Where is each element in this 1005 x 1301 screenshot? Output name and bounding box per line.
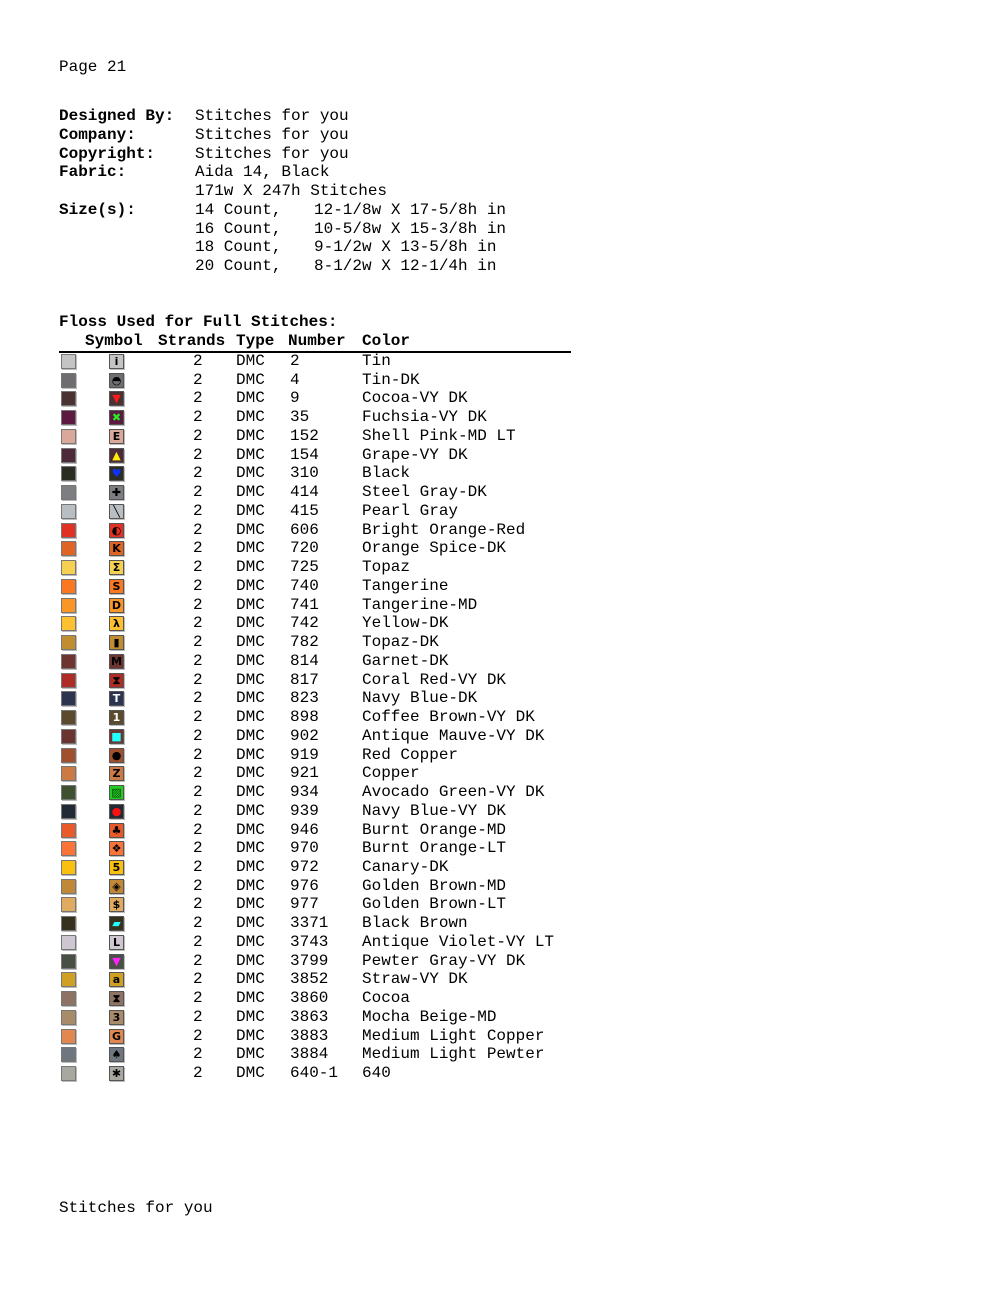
strands-cell: 2 [193,970,203,989]
symbol-icon: ❖ [109,841,124,856]
number-cell: 4 [290,370,300,389]
floss-title: Floss Used for Full Stitches: [59,313,338,331]
floss-row [0,577,600,596]
color-swatch [61,523,76,538]
color-cell: Tangerine [362,576,449,595]
strands-cell: 2 [193,989,203,1008]
symbol-icon: i [109,354,124,369]
color-swatch [61,860,76,875]
footer-text: Stitches for you [59,1199,213,1217]
floss-row [0,671,600,690]
copyright-label: Copyright: [59,145,156,163]
color-swatch [61,879,76,894]
type-cell: DMC [236,520,265,539]
color-swatch [61,373,76,388]
color-swatch [61,504,76,519]
color-cell: Coral Red-VY DK [362,670,507,689]
number-cell: 823 [290,689,319,708]
floss-row [0,839,600,858]
color-cell: Steel Gray-DK [362,483,487,502]
type-cell: DMC [236,951,265,970]
strands-cell: 2 [193,1045,203,1064]
fabric-value: Aida 14, Black [195,163,330,181]
type-cell: DMC [236,801,265,820]
number-cell: 3884 [290,1045,329,1064]
color-cell: Mocha Beige-MD [362,1007,497,1026]
floss-row [0,558,600,577]
color-cell: Burnt Orange-MD [362,820,507,839]
symbol-icon: ⧗ [109,673,124,688]
symbol-icon: ✚ [109,485,124,500]
type-cell: DMC [236,370,265,389]
floss-row [0,596,600,615]
color-cell: Avocado Green-VY DK [362,783,545,802]
floss-row [0,802,600,821]
floss-row [0,446,600,465]
symbol-icon: ◐ [109,523,124,538]
strands-cell: 2 [193,689,203,708]
stitch-count: 171w X 247h Stitches [195,182,388,200]
color-cell: Garnet-DK [362,651,449,670]
symbol-icon: ▰ [109,916,124,931]
type-cell: DMC [236,857,265,876]
floss-row [0,689,600,708]
strands-cell: 2 [193,914,203,933]
type-cell: DMC [236,483,265,502]
number-cell: 606 [290,520,319,539]
strands-cell: 2 [193,708,203,727]
strands-cell: 2 [193,670,203,689]
symbol-icon: ◈ [109,879,124,894]
size-label: Size(s): [59,201,136,219]
symbol-icon: G [109,1029,124,1044]
floss-row [0,746,600,765]
color-cell: Tangerine-MD [362,595,478,614]
color-swatch [61,410,76,425]
symbol-icon: 3 [109,1010,124,1025]
color-swatch [61,748,76,763]
header-strands: Strands [158,332,226,350]
symbol-icon: ✖ [109,410,124,425]
strands-cell: 2 [193,501,203,520]
color-cell: Shell Pink-MD LT [362,426,516,445]
color-cell: Black Brown [362,914,468,933]
symbol-icon: λ [109,616,124,631]
size-count: 16 Count, [195,220,282,238]
floss-row [0,464,600,483]
color-cell: Straw-VY DK [362,970,468,989]
symbol-icon: ▨ [109,785,124,800]
type-cell: DMC [236,614,265,633]
symbol-icon: ♣ [109,823,124,838]
type-cell: DMC [236,539,265,558]
type-cell: DMC [236,651,265,670]
symbol-icon: D [109,598,124,613]
floss-row [0,933,600,952]
color-cell: Orange Spice-DK [362,539,507,558]
number-cell: 3863 [290,1007,329,1026]
symbol-icon: ♥ [109,466,124,481]
number-cell: 976 [290,876,319,895]
number-cell: 902 [290,726,319,745]
color-cell: Copper [362,764,420,783]
floss-row [0,783,600,802]
floss-row [0,652,600,671]
color-swatch [61,485,76,500]
number-cell: 939 [290,801,319,820]
size-count: 14 Count, [195,201,282,219]
type-cell: DMC [236,1064,265,1083]
symbol-icon: K [109,541,124,556]
strands-cell: 2 [193,614,203,633]
symbol-icon: ● [109,748,124,763]
number-cell: 782 [290,633,319,652]
header-color: Color [362,332,411,350]
color-swatch [61,560,76,575]
strands-cell: 2 [193,576,203,595]
color-cell: Medium Light Copper [362,1026,545,1045]
number-cell: 3743 [290,932,329,951]
color-cell: Pewter Gray-VY DK [362,951,526,970]
strands-cell: 2 [193,895,203,914]
strands-cell: 2 [193,801,203,820]
number-cell: 3799 [290,951,329,970]
color-cell: Pearl Gray [362,501,459,520]
floss-row [0,914,600,933]
number-cell: 742 [290,614,319,633]
strands-cell: 2 [193,1026,203,1045]
type-cell: DMC [236,932,265,951]
color-swatch [61,841,76,856]
type-cell: DMC [236,708,265,727]
type-cell: DMC [236,576,265,595]
type-cell: DMC [236,764,265,783]
type-cell: DMC [236,633,265,652]
floss-row [0,764,600,783]
color-cell: 640 [362,1064,391,1083]
color-cell: Golden Brown-MD [362,876,507,895]
color-swatch [61,1029,76,1044]
color-cell: Tin [362,352,391,370]
color-cell: Topaz [362,558,411,577]
color-swatch [61,448,76,463]
symbol-icon: ● [109,804,124,819]
number-cell: 310 [290,464,319,483]
color-swatch [61,1066,76,1081]
color-swatch [61,972,76,987]
number-cell: 152 [290,426,319,445]
strands-cell: 2 [193,932,203,951]
type-cell: DMC [236,558,265,577]
number-cell: 946 [290,820,319,839]
color-swatch [61,616,76,631]
symbol-icon: ▼ [109,954,124,969]
strands-cell: 2 [193,876,203,895]
number-cell: 814 [290,651,319,670]
type-cell: DMC [236,501,265,520]
type-cell: DMC [236,745,265,764]
type-cell: DMC [236,408,265,427]
designed-by-value: Stitches for you [195,107,349,125]
header-number: Number [288,332,346,350]
floss-row [0,539,600,558]
symbol-icon: 1 [109,710,124,725]
color-swatch [61,766,76,781]
number-cell: 921 [290,764,319,783]
strands-cell: 2 [193,1007,203,1026]
floss-row [0,1027,600,1046]
symbol-icon: ▼ [109,391,124,406]
strands-cell: 2 [193,745,203,764]
floss-row [0,483,600,502]
type-cell: DMC [236,989,265,1008]
color-swatch [61,635,76,650]
strands-cell: 2 [193,558,203,577]
symbol-icon: $ [109,897,124,912]
number-cell: 3852 [290,970,329,989]
color-swatch [61,785,76,800]
number-cell: 2 [290,352,300,370]
color-cell: Coffee Brown-VY DK [362,708,535,727]
type-cell: DMC [236,1026,265,1045]
strands-cell: 2 [193,820,203,839]
strands-cell: 2 [193,539,203,558]
floss-row [0,408,600,427]
floss-row [0,352,600,371]
floss-row [0,821,600,840]
floss-row [0,708,600,727]
number-cell: 3860 [290,989,329,1008]
type-cell: DMC [236,839,265,858]
color-swatch [61,954,76,969]
symbol-icon: ♠ [109,1047,124,1062]
color-cell: Fuchsia-VY DK [362,408,487,427]
color-cell: Antique Mauve-VY DK [362,726,545,745]
floss-row [0,877,600,896]
symbol-icon: M [109,654,124,669]
copyright-value: Stitches for you [195,145,349,163]
type-cell: DMC [236,1007,265,1026]
type-cell: DMC [236,914,265,933]
strands-cell: 2 [193,857,203,876]
strands-cell: 2 [193,726,203,745]
symbol-icon: ▲ [109,448,124,463]
type-cell: DMC [236,726,265,745]
color-cell: Burnt Orange-LT [362,839,507,858]
floss-row [0,1064,600,1083]
number-cell: 3883 [290,1026,329,1045]
color-swatch [61,1047,76,1062]
type-cell: DMC [236,689,265,708]
symbol-icon: Z [109,766,124,781]
color-cell: Antique Violet-VY LT [362,932,555,951]
header-type: Type [236,332,275,350]
color-swatch [61,897,76,912]
floss-row [0,989,600,1008]
color-swatch [61,1010,76,1025]
size-dims: 8-1/2w X 12-1/4h in [314,257,497,275]
number-cell: 898 [290,708,319,727]
strands-cell: 2 [193,595,203,614]
strands-cell: 2 [193,651,203,670]
color-cell: Red Copper [362,745,459,764]
strands-cell: 2 [193,445,203,464]
strands-cell: 2 [193,839,203,858]
color-cell: Grape-VY DK [362,445,468,464]
size-count: 18 Count, [195,238,282,256]
type-cell: DMC [236,352,265,370]
color-swatch [61,541,76,556]
symbol-icon: ⧗ [109,991,124,1006]
color-cell: Yellow-DK [362,614,449,633]
page-label: Page 21 [59,58,127,76]
color-swatch [61,710,76,725]
floss-row [0,502,600,521]
number-cell: 35 [290,408,310,427]
floss-row [0,1008,600,1027]
symbol-icon: ◓ [109,373,124,388]
symbol-icon: ▮ [109,635,124,650]
size-dims: 9-1/2w X 13-5/8h in [314,238,497,256]
floss-row [0,970,600,989]
color-cell: Navy Blue-VY DK [362,801,507,820]
color-swatch [61,391,76,406]
type-cell: DMC [236,876,265,895]
strands-cell: 2 [193,426,203,445]
symbol-icon: S [109,579,124,594]
symbol-icon: Σ [109,560,124,575]
floss-row [0,952,600,971]
type-cell: DMC [236,670,265,689]
color-swatch [61,935,76,950]
number-cell: 3371 [290,914,329,933]
color-cell: Cocoa [362,989,411,1008]
color-cell: Cocoa-VY DK [362,389,468,408]
floss-row [0,389,600,408]
symbol-icon: a [109,972,124,987]
number-cell: 972 [290,857,319,876]
floss-row [0,521,600,540]
color-swatch [61,804,76,819]
symbol-icon: ╲ [109,504,124,519]
number-cell: 817 [290,670,319,689]
type-cell: DMC [236,783,265,802]
strands-cell: 2 [193,352,203,370]
symbol-icon: ■ [109,729,124,744]
color-cell: Canary-DK [362,857,449,876]
color-swatch [61,598,76,613]
number-cell: 934 [290,783,319,802]
color-cell: Navy Blue-DK [362,689,478,708]
color-cell: Tin-DK [362,370,420,389]
color-cell: Black [362,464,411,483]
floss-row [0,371,600,390]
number-cell: 977 [290,895,319,914]
color-swatch [61,916,76,931]
company-value: Stitches for you [195,126,349,144]
number-cell: 9 [290,389,300,408]
symbol-icon: E [109,429,124,444]
company-label: Company: [59,126,136,144]
color-swatch [61,579,76,594]
size-dims: 10-5/8w X 15-3/8h in [314,220,507,238]
strands-cell: 2 [193,370,203,389]
number-cell: 415 [290,501,319,520]
strands-cell: 2 [193,633,203,652]
color-cell: Medium Light Pewter [362,1045,545,1064]
symbol-icon: ✱ [109,1066,124,1081]
header-symbol: Symbol [85,332,143,350]
type-cell: DMC [236,445,265,464]
floss-row [0,895,600,914]
color-swatch [61,729,76,744]
color-cell: Golden Brown-LT [362,895,507,914]
color-swatch [61,691,76,706]
strands-cell: 2 [193,520,203,539]
color-swatch [61,466,76,481]
color-swatch [61,429,76,444]
type-cell: DMC [236,389,265,408]
strands-cell: 2 [193,464,203,483]
strands-cell: 2 [193,389,203,408]
color-cell: Topaz-DK [362,633,439,652]
number-cell: 919 [290,745,319,764]
type-cell: DMC [236,970,265,989]
floss-row [0,633,600,652]
designed-by-label: Designed By: [59,107,175,125]
strands-cell: 2 [193,783,203,802]
fabric-label: Fabric: [59,163,127,181]
floss-row [0,858,600,877]
color-swatch [61,673,76,688]
floss-row [0,1045,600,1064]
number-cell: 740 [290,576,319,595]
type-cell: DMC [236,595,265,614]
color-swatch [61,991,76,1006]
color-swatch [61,823,76,838]
type-cell: DMC [236,820,265,839]
color-swatch [61,354,76,369]
type-cell: DMC [236,464,265,483]
floss-row [0,427,600,446]
type-cell: DMC [236,426,265,445]
type-cell: DMC [236,1045,265,1064]
number-cell: 154 [290,445,319,464]
symbol-icon: 5 [109,860,124,875]
symbol-icon: T [109,691,124,706]
strands-cell: 2 [193,1064,203,1083]
number-cell: 414 [290,483,319,502]
floss-row [0,614,600,633]
strands-cell: 2 [193,951,203,970]
strands-cell: 2 [193,483,203,502]
size-dims: 12-1/8w X 17-5/8h in [314,201,507,219]
number-cell: 741 [290,595,319,614]
size-count: 20 Count, [195,257,282,275]
number-cell: 725 [290,558,319,577]
number-cell: 640-1 [290,1064,339,1083]
color-cell: Bright Orange-Red [362,520,526,539]
number-cell: 970 [290,839,319,858]
type-cell: DMC [236,895,265,914]
strands-cell: 2 [193,764,203,783]
floss-row [0,727,600,746]
number-cell: 720 [290,539,319,558]
strands-cell: 2 [193,408,203,427]
symbol-icon: L [109,935,124,950]
color-swatch [61,654,76,669]
